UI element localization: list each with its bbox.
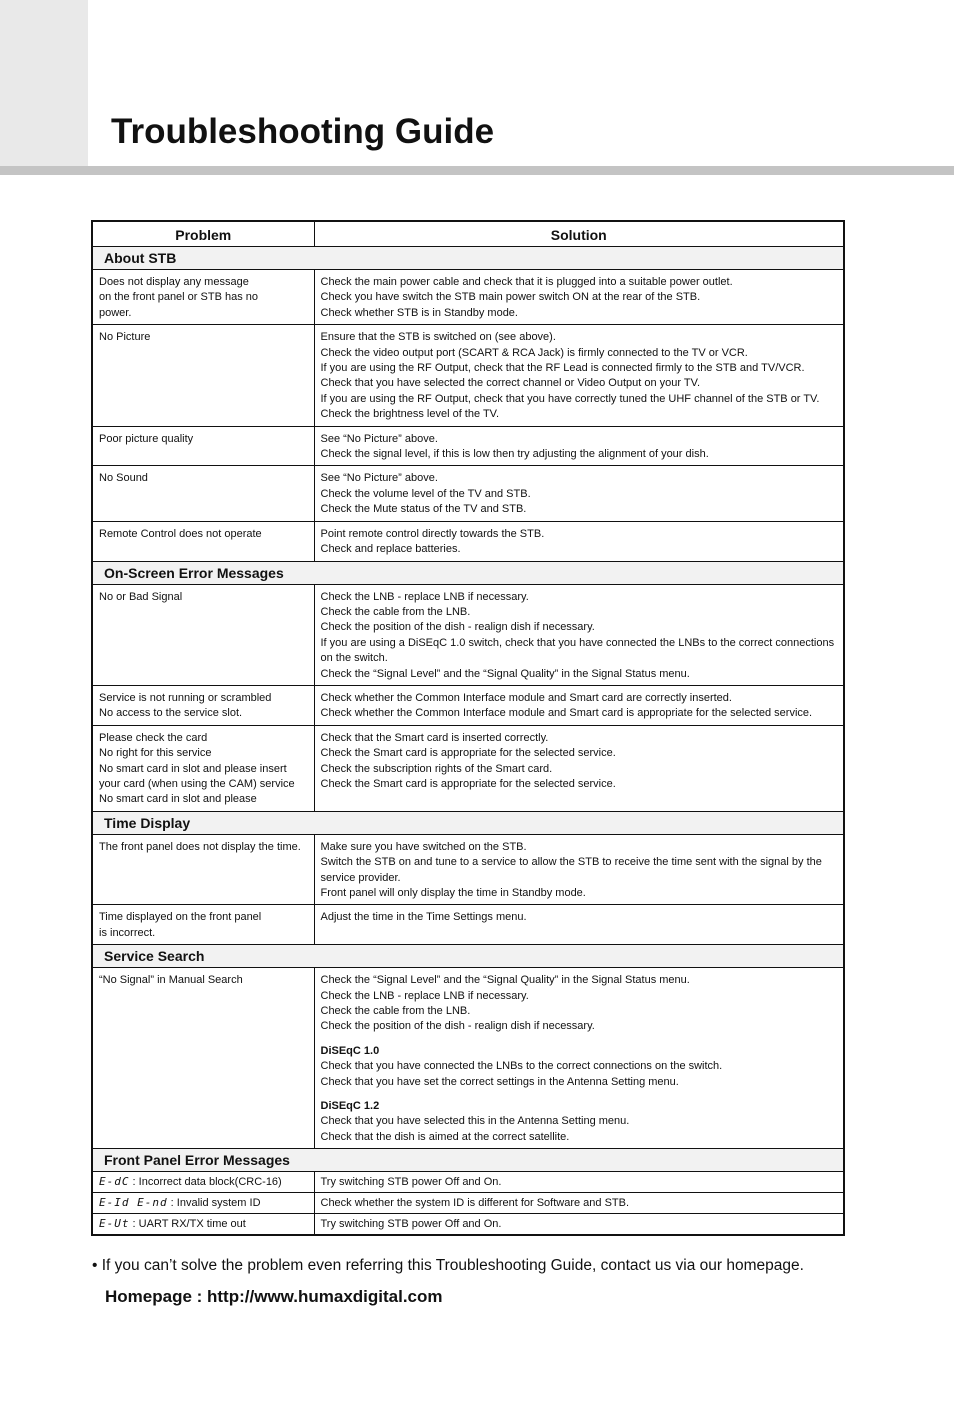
problem-cell: [92, 968, 314, 1149]
solution-cell: [314, 426, 844, 466]
solution-line: Check the video output port (SCART & RCA Jack) is firmly connected to the TV or VCR.: [320, 346, 748, 359]
table-row: [92, 270, 844, 325]
solution-cell: [314, 325, 844, 426]
solution-cell: [314, 521, 844, 561]
solution-cell: [314, 725, 844, 811]
solution-cell: [314, 834, 844, 905]
table-row: [92, 426, 844, 466]
section-row: [92, 1149, 844, 1172]
solution-line: Adjust the time in the Time Settings menu.: [320, 911, 527, 924]
solution-line: If you are using the RF Output, check that you have correctly tuned the UHF channel of the STB or TV.: [320, 392, 820, 405]
solution-cell: [314, 584, 844, 685]
footer-note: • If you can’t solve the problem even referring this Troubleshooting Guide, contact us via our homepage.: [92, 1257, 804, 1274]
solution-cell: [314, 968, 844, 1149]
table-row: [92, 584, 844, 685]
problem-cell: [92, 466, 314, 521]
table-row: [92, 968, 844, 1149]
problem-cell: [92, 584, 314, 685]
problem-text: No Sound: [99, 472, 148, 485]
table-header-row: [92, 221, 844, 247]
table-row: [92, 466, 844, 521]
problem-cell: [92, 325, 314, 426]
solution-line: Check that the dish is aimed at the correct satellite.: [320, 1130, 570, 1143]
problem-text: Poor picture quality: [99, 432, 194, 445]
solution-line: Check the “Signal Level” and the “Signal Quality” in the Signal Status menu.: [320, 974, 690, 987]
error-code: E-Ut: [99, 1217, 130, 1231]
table-row: [92, 1172, 844, 1193]
problem-text: Remote Control does not operate: [99, 527, 262, 540]
header-solution: Solution: [314, 221, 844, 247]
problem-text: : Invalid system ID: [167, 1197, 261, 1210]
page-title: Troubleshooting Guide: [111, 112, 495, 151]
solution-line: Try switching STB power Off and On.: [320, 1176, 502, 1189]
solution-line: Check that you have set the correct settings in the Antenna Setting menu.: [320, 1075, 679, 1088]
solution-line: See “No Picture” above.: [320, 472, 438, 485]
problem-text: No Picture: [99, 331, 151, 344]
header-rule: [0, 166, 954, 175]
problem-cell: [92, 270, 314, 325]
problem-cell: [92, 521, 314, 561]
solution-line: Check the subscription rights of the Smart card.: [320, 762, 553, 775]
problem-text: The front panel does not display the time.: [99, 840, 301, 853]
solution-line: Check the Mute status of the TV and STB.: [320, 503, 527, 516]
solution-line: Check the Smart card is appropriate for the selected service.: [320, 777, 616, 790]
solution-line: Make sure you have switched on the STB.: [320, 840, 527, 853]
table-row: [92, 325, 844, 426]
problem-text: : UART RX/TX time out: [129, 1218, 246, 1231]
solution-cell: [314, 466, 844, 521]
problem-cell: [92, 426, 314, 466]
problem-cell: [92, 725, 314, 811]
problem-cell: [92, 834, 314, 905]
solution-line: Check the volume level of the TV and STB.: [320, 487, 531, 500]
section-row: [92, 945, 844, 968]
problem-cell: [92, 1214, 314, 1236]
solution-line: Check and replace batteries.: [320, 543, 461, 556]
problem-text: : Incorrect data block(CRC-16): [129, 1176, 282, 1189]
solution-line: Check that the Smart card is inserted correctly.: [320, 731, 549, 744]
problem-text: Please check the card No right for this service No smart card in slot and please insert your card (when using the CAM) service No smart card in slot and please: [99, 731, 295, 806]
error-code: E-Id E-nd: [99, 1196, 168, 1210]
solution-line: Check the Smart card is appropriate for the selected service.: [320, 747, 616, 760]
solution-line: Check the LNB - replace LNB if necessary.: [320, 989, 529, 1002]
solution-line: If you are using the RF Output, check that the RF Lead is connected firmly to the STB and TV/VCR.: [320, 362, 805, 375]
solution-line: Ensure that the STB is switched on (see above).: [320, 331, 556, 344]
header-side-block: [0, 0, 88, 166]
section-row: [92, 811, 844, 834]
solution-line: Check the brightness level of the TV.: [320, 408, 500, 421]
solution-line: Check the “Signal Level” and the “Signal Quality” in the Signal Status menu.: [320, 667, 690, 680]
solution-line: Check you have switch the STB main power switch ON at the rear of the STB.: [320, 291, 701, 304]
table-row: [92, 834, 844, 905]
solution-line: Check whether the system ID is different for Software and STB.: [320, 1197, 630, 1210]
solution-line: Try switching STB power Off and On.: [320, 1218, 502, 1231]
solution-line: Check whether the Common Interface module and Smart card is appropriate for the selected service.: [320, 707, 813, 720]
section-title: About STB: [92, 247, 844, 270]
solution-line: Check the signal level, if this is low then try adjusting the alignment of your dish.: [320, 448, 709, 461]
table-row: [92, 1193, 844, 1214]
solution-line: Check the position of the dish - realign dish if necessary.: [320, 621, 595, 634]
section-title: Time Display: [92, 811, 844, 834]
solution-cell: [314, 1172, 844, 1193]
solution-line: Front panel will only display the time in Standby mode.: [320, 887, 586, 899]
problem-text: Time displayed on the front panel is incorrect.: [99, 911, 262, 939]
problem-text: “No Signal” in Manual Search: [99, 974, 243, 987]
table-row: [92, 905, 844, 945]
solution-line: Point remote control directly towards the STB.: [320, 527, 545, 540]
solution-line: Check the LNB - replace LNB if necessary.: [320, 590, 529, 603]
solution-line: Check that you have connected the LNBs to the correct connections on the switch.: [320, 1060, 723, 1073]
problem-cell: [92, 905, 314, 945]
solution-cell: [314, 905, 844, 945]
header-problem: Problem: [92, 221, 314, 247]
section-row: [92, 247, 844, 270]
solution-line: See “No Picture” above.: [320, 432, 438, 445]
problem-text: Service is not running or scrambled No access to the service slot.: [99, 691, 272, 720]
problem-cell: [92, 1172, 314, 1193]
problem-text: Does not display any message on the front panel or STB has no power.: [99, 276, 258, 319]
troubleshooting-table: [91, 220, 845, 1236]
table-row: [92, 685, 844, 725]
solution-line: Check the main power cable and check that it is plugged into a suitable power outlet.: [320, 276, 733, 288]
table-row: [92, 1214, 844, 1236]
solution-line: Switch the STB on and tune to a service to allow the STB to receive the time sent with the signal by the service provider.: [320, 856, 822, 884]
problem-cell: [92, 1193, 314, 1214]
solution-line: Check that you have selected the correct channel or Video Output on your TV.: [320, 377, 701, 390]
solution-subheading: DiSEqC 1.0: [320, 1044, 380, 1057]
table-body: [92, 247, 844, 1236]
table-row: [92, 725, 844, 811]
problem-cell: [92, 685, 314, 725]
error-code: E-dC: [99, 1175, 130, 1189]
section-row: [92, 561, 844, 584]
solution-line: If you are using a DiSEqC 1.0 switch, check that you have connected the LNBs to the correct connections on the switch.: [320, 636, 835, 665]
problem-text: No or Bad Signal: [99, 590, 183, 603]
solution-line: Check the cable from the LNB.: [320, 1005, 471, 1018]
solution-line: Check the position of the dish - realign dish if necessary.: [320, 1020, 595, 1033]
section-title: Service Search: [92, 945, 844, 968]
solution-subheading: DiSEqC 1.2: [320, 1100, 380, 1113]
solution-line: Check that you have selected this in the Antenna Setting menu.: [320, 1115, 630, 1128]
homepage-link[interactable]: Homepage : http://www.humaxdigital.com: [105, 1287, 443, 1306]
section-title: Front Panel Error Messages: [92, 1149, 844, 1172]
solution-cell: [314, 1214, 844, 1236]
table-row: [92, 521, 844, 561]
solution-cell: [314, 685, 844, 725]
solution-line: Check the cable from the LNB.: [320, 605, 471, 618]
section-title: On-Screen Error Messages: [92, 561, 844, 584]
solution-line: Check whether the Common Interface module and Smart card are correctly inserted.: [320, 691, 732, 704]
solution-cell: [314, 270, 844, 325]
solution-line: Check whether STB is in Standby mode.: [320, 306, 518, 319]
solution-cell: [314, 1193, 844, 1214]
